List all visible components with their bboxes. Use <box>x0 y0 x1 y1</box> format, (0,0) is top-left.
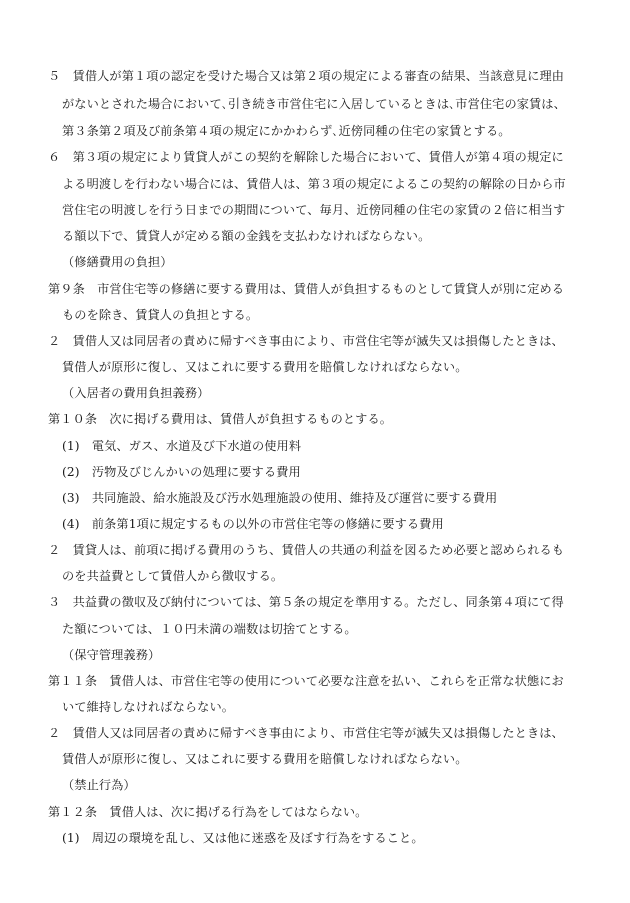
article-10-item-3: (3) 共同施設、給水施設及び汚水処理施設の使用、維持及び運営に要する費用 <box>62 491 498 505</box>
article-10-item-2: (2) 汚物及びじんかいの処理に要する費用 <box>62 465 301 479</box>
article-10-item-4: (4) 前条第1項に規定するもの以外の市営住宅等の修繕に要する費用 <box>62 517 444 531</box>
article-10-heading: 第１０条 次に掲げる費用は、賃借人が負担するものとする。 <box>48 412 393 426</box>
paragraph-6-line-3: 営住宅の明渡しを行う日までの期間について、毎月、近傍同種の住宅の家賃の２倍に相当す <box>62 203 566 217</box>
paragraph-6-line-1: ６ 第３項の規定により賃貸人がこの契約を解除した場合において、賃借人が第４項の規定に <box>48 150 564 164</box>
article-10-2-line-1: ２ 賃貸人は、前項に掲げる費用のうち、賃借人の共通の利益を図るため必要と認められるも <box>48 543 565 557</box>
article-12-item-1: (1) 周辺の環境を乱し、又は他に迷惑を及ぼす行為をすること。 <box>62 831 424 845</box>
article-11-line-2: いて維持しなければならない。 <box>62 700 235 714</box>
article-10-item-1: (1) 電気、ガス、水道及び下水道の使用料 <box>62 439 302 453</box>
caption-tenant-costs: （入居者の費用負担義務） <box>62 386 210 400</box>
paragraph-5-line-2: がないとされた場合において､引き続き市営住宅に入居しているときは､市営住宅の家賃は、 <box>62 97 566 111</box>
paragraph-5-line-1: ５ 賃借人が第１項の認定を受けた場合又は第２項の規定による審査の結果、当該意見に理由 <box>48 69 565 83</box>
article-11-2-line-2: 賃借人が原形に復し、又はこれに要する費用を賠償しなければならない。 <box>62 752 468 766</box>
caption-repair-costs: （修繕費用の負担） <box>62 255 173 269</box>
article-9-line-2: ものを除き、賃貸人の負担とする。 <box>62 308 259 322</box>
article-10-2-line-2: のを共益費として賃借人から徴収する。 <box>62 569 284 583</box>
article-10-3-line-1: ３ 共益費の徴収及び納付については、第５条の規定を準用する。ただし、同条第４項にて得 <box>48 595 564 609</box>
article-9-2-line-2: 賃借人が原形に復し、又はこれに要する費用を賠償しなければならない。 <box>62 360 468 374</box>
article-9-2-line-1: ２ 賃借人又は同居者の責めに帰すべき事由により、市営住宅等が滅失又は損傷したときは、 <box>48 334 564 348</box>
caption-maintenance-duty: （保守管理義務） <box>62 648 161 662</box>
paragraph-5-line-3: 第３条第２項及び前条第４項の規定にかかわらず､近傍同種の住宅の家賃とする。 <box>62 124 511 138</box>
paragraph-6-line-2: よる明渡しを行わない場合には、賃借人は、第３項の規定によるこの契約の解除の日から市 <box>62 177 566 191</box>
caption-prohibited-acts: （禁止行為） <box>62 778 136 792</box>
article-9-line-1: 第９条 市営住宅等の修繕に要する費用は、賃借人が負担するものとして賃貸人が別に定める <box>48 282 565 296</box>
paragraph-6-line-4: る額以下で、賃貸人が定める額の金銭を支払わなければならない。 <box>62 229 431 243</box>
article-12-heading: 第１２条 賃借人は、次に掲げる行為をしてはならない。 <box>48 805 368 819</box>
article-10-3-line-2: た額については、１０円未満の端数は切捨てとする。 <box>62 622 357 636</box>
article-11-2-line-1: ２ 賃借人又は同居者の責めに帰すべき事由により、市営住宅等が滅失又は損傷したときは、 <box>48 726 564 740</box>
article-11-line-1: 第１１条 賃借人は、市営住宅等の使用について必要な注意を払い、これらを正常な状態にお <box>48 674 564 688</box>
